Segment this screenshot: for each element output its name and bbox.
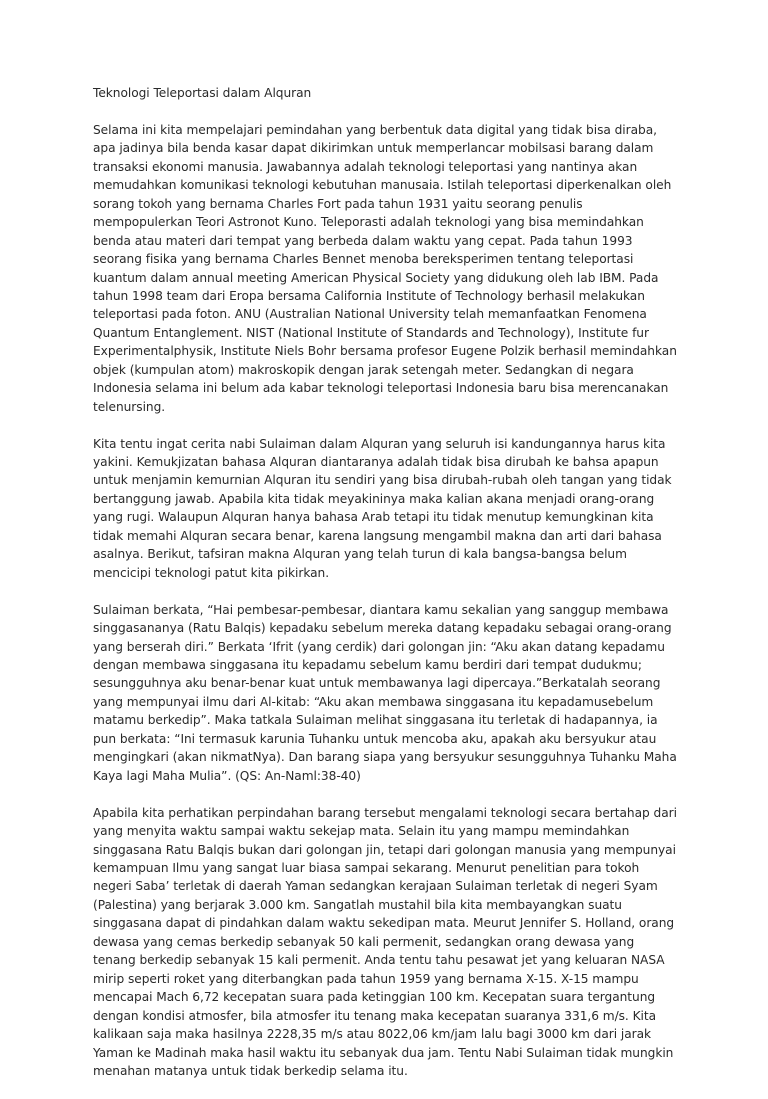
document-title: Teknologi Teleportasi dalam Alquran (93, 86, 312, 100)
paragraph-intro: Selama ini kita mempelajari pemindahan yang berbentuk data digital yang tidak bisa diraba, apa jadinya bila benda kasar dapat dikirimkan untuk memperlancar mobilsasi barang dalam transaksi ekonomi manusia. Jawabannya adalah teknologi teleportasi yang nantinya akan memudahkan komunikasi teknologi kebutuhan manusaia. Istilah teleportasi diperkenalkan oleh sorang tokoh yang bernama Charles Fort pada tahun 1931 yaitu seorang penulis mempopulerkan Teori Astronot Kuno. Teleporasti adalah teknologi yang bisa memindahkan benda atau materi dari tempat yang berbeda dalam waktu yang cepat. Pada tahun 1993 seorang fisika yang bernama Charles Bennet menoba bereksperimen tentang teleportasi kuantum dalam annual meeting American Physical Society yang didukung oleh lab IBM. Pada tahun 1998 team dari Eropa bersama California Institute of Technology berhasil melakukan teleportasi pada foton. ANU (Australian National University telah memanfaatkan Fenomena Quantum Entanglement. NIST (National Institute of Standards and Technology), Institute fur Experimentalphysik, Institute Niels Bohr bersama profesor Eugene Polzik berhasil memindahkan objek (kumpulan atom) makroskopik dengan jarak setengah meter. Sedangkan di negara Indonesia selama ini belum ada kabar teknologi teleportasi Indonesia baru bisa merencanakan telenursing. (93, 122, 677, 414)
paragraph-analysis: Apabila kita perhatikan perpindahan barang tersebut mengalami teknologi secara bertahap dari yang menyita waktu sampai waktu sekejap mata. Selain itu yang mampu memindahkan singgasana Ratu Balqis bukan dari golongan jin, tetapi dari golongan manusia yang mempunyai kemampuan Ilmu yang sangat luar biasa sampai sekarang. Menurut penelitian para tokoh negeri Saba’ terletak di daerah Yaman sedangkan kerajaan Sulaiman terletak di negeri Syam (Palestina) yang berjarak 3.000 km. Sangatlah mustahil bila kita membayangkan suatu singgasana dapat di pindahkan dalam waktu sekedipan mata. Meurut Jennifer S. Holland, orang dewasa yang cemas berkedip sebanyak 50 kali permenit, sedangkan orang dewasa yang tenang berkedip sebanyak 15 kali permenit. Anda tentu tahu pesawat jet yang keluaran NASA mirip seperti roket yang diterbangkan pada tahun 1959 yang bernama X-15. X-15 mampu mencapai Mach 6,72 kecepatan suara pada ketinggian 100 km. Kecepatan suara tergantung dengan kondisi atmosfer, bila atmosfer itu tenang maka kecepatan suaranya 331,6 m/s. Kita kalikaan saja maka hasilnya 2228,35 m/s atau 8022,06 km/jam lalu bagi 3000 km dari jarak Yaman ke Madinah maka hasil waktu itu sebanyak dua jam. Tentu Nabi Sulaiman tidak mungkin menahan matanya untuk tidak berkedip selama itu. (93, 805, 677, 1078)
document-body (93, 84, 679, 1099)
paragraph-quran-quote: Sulaiman berkata, “Hai pembesar-pembesar, diantara kamu sekalian yang sanggup membawa singgasananya (Ratu Balqis) kepadaku sebelum mereka datang kepadaku sebagai orang-orang yang berserah diri.” Berkata ‘Ifrit (yang cerdik) dari golongan jin: “Aku akan datang kepadamu dengan membawa singgasana itu kepadamu sebelum kamu berdiri dari tempat dudukmu; sesungguhnya aku benar-benar kuat untuk membawanya lagi dipercaya.”Berkatalah seorang yang mempunyai ilmu dari Al-kitab: “Aku akan membawa singgasana itu kepadamusebelum matamu berkedip”. Maka tatkala Sulaiman melihat singgasana itu terletak di hadapannya, ia pun berkata: “Ini termasuk karunia Tuhanku untuk mencoba aku, apakah aku bersyukur atau mengingkari (akan nikmatNya). Dan barang siapa yang bersyukur sesungguhnya Tuhanku Maha Kaya lagi Maha Mulia”. (QS: An-Naml:38-40) (93, 602, 677, 783)
paragraph-sulaiman-story: Kita tentu ingat cerita nabi Sulaiman dalam Alquran yang seluruh isi kandungannya harus kita yakini. Kemukjizatan bahasa Alquran diantaranya adalah tidak bisa dirubah ke bahsa apapun untuk menjamin kemurnian Alquran itu sendiri yang bisa dirubah-rubah oleh tangan yang tidak bertanggung jawab. Apabila kita tidak meyakininya maka kalian akana menjadi orang-orang yang rugi. Walaupun Alquran hanya bahasa Arab tetapi itu tidak menutup kemungkinan kita tidak memahi Alquran secara benar, karena langsung mengambil makna dan arti dari bahasa asalnya. Berikut, tafsiran makna Alquran yang telah turun di kala bangsa-bangsa belum mencicipi teknologi patut kita pikirkan. (93, 436, 672, 580)
